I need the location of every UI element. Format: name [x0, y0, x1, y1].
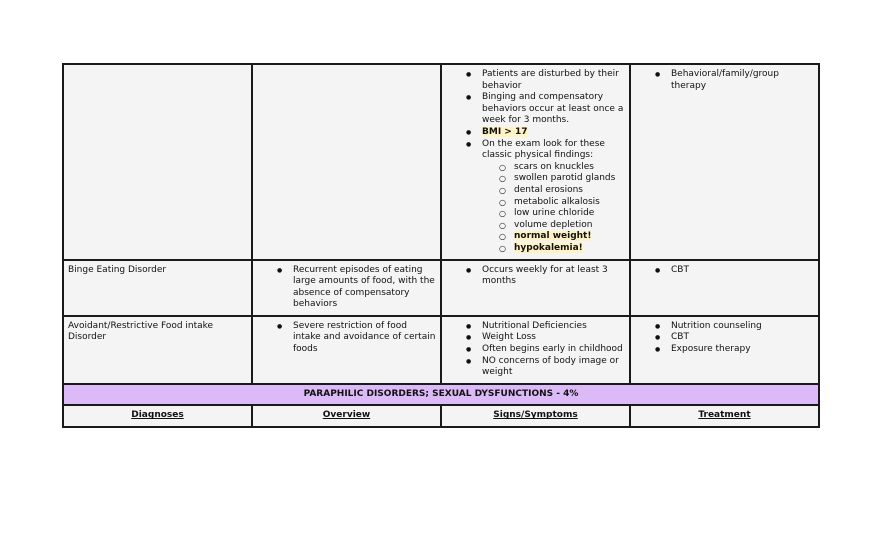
- finding-item: ○ dental erosions: [514, 185, 625, 197]
- treatment-item: ● Behavioral/family/group therapy: [671, 69, 814, 92]
- overview-cell: [252, 260, 441, 316]
- table-row: [63, 64, 819, 260]
- section-row: [63, 384, 819, 406]
- section-title: PARAPHILIC DISORDERS; SEXUAL DYSFUNCTIONS - 4%: [63, 384, 819, 406]
- header-diagnoses: Diagnoses: [63, 405, 252, 427]
- sign-item: ● NO concerns of body image or weight: [482, 356, 625, 379]
- sign-item: ● Nutritional Deficiencies: [482, 321, 625, 333]
- sign-item-highlighted: [482, 127, 625, 139]
- table-row: [63, 260, 819, 316]
- treatment-item: ● Nutrition counseling: [671, 321, 814, 333]
- finding-item: ○ volume depletion: [514, 220, 625, 232]
- treatment-cell: [630, 260, 819, 316]
- disorders-table: [62, 63, 820, 428]
- treatment-cell: [630, 316, 819, 384]
- finding-item: ○ metabolic alkalosis: [514, 197, 625, 209]
- finding-item-highlighted: [514, 243, 625, 255]
- header-treatment: Treatment: [630, 405, 819, 427]
- sign-item: ● Patients are disturbed by their behavior: [482, 69, 625, 92]
- highlight-text: BMI > 17: [482, 126, 528, 137]
- header-overview: Overview: [252, 405, 441, 427]
- sign-item: ● Binging and compensatory behaviors occur at least once a week for 3 months.: [482, 92, 625, 127]
- treatment-item: ● CBT: [671, 332, 814, 344]
- signs-cell: [441, 64, 630, 260]
- sign-item-text: On the exam look for these classic physical findings:: [482, 138, 605, 161]
- findings-list: [482, 162, 625, 255]
- sign-item: ● Often begins early in childhood: [482, 344, 625, 356]
- table-row: [63, 316, 819, 384]
- header-signs: Signs/Symptoms: [441, 405, 630, 427]
- diagnosis-cell: Avoidant/Restrictive Food intake Disorder: [63, 316, 252, 384]
- overview-item: ● Recurrent episodes of eating large amounts of food, with the absence of compensatory behaviors: [293, 265, 436, 311]
- sign-item: ● Occurs weekly for at least 3 months: [482, 265, 625, 288]
- treatment-item: ● Exposure therapy: [671, 344, 814, 356]
- highlight-text: hypokalemia!: [514, 242, 583, 253]
- overview-item: ● Severe restriction of food intake and avoidance of certain foods: [293, 321, 436, 356]
- overview-cell: [252, 64, 441, 260]
- diagnosis-cell: [63, 64, 252, 260]
- signs-cell: [441, 316, 630, 384]
- overview-cell: [252, 316, 441, 384]
- finding-item-highlighted: [514, 231, 625, 243]
- highlight-text: normal weight!: [514, 231, 592, 242]
- header-row: [63, 405, 819, 427]
- signs-cell: [441, 260, 630, 316]
- sign-item: ● Weight Loss: [482, 332, 625, 344]
- finding-item: ○ scars on knuckles: [514, 162, 625, 174]
- finding-item: ○ low urine chloride: [514, 208, 625, 220]
- finding-item: ○ swollen parotid glands: [514, 173, 625, 185]
- treatment-item: ● CBT: [671, 265, 814, 277]
- diagnosis-cell: Binge Eating Disorder: [63, 260, 252, 316]
- sign-item: [482, 139, 625, 255]
- treatment-cell: [630, 64, 819, 260]
